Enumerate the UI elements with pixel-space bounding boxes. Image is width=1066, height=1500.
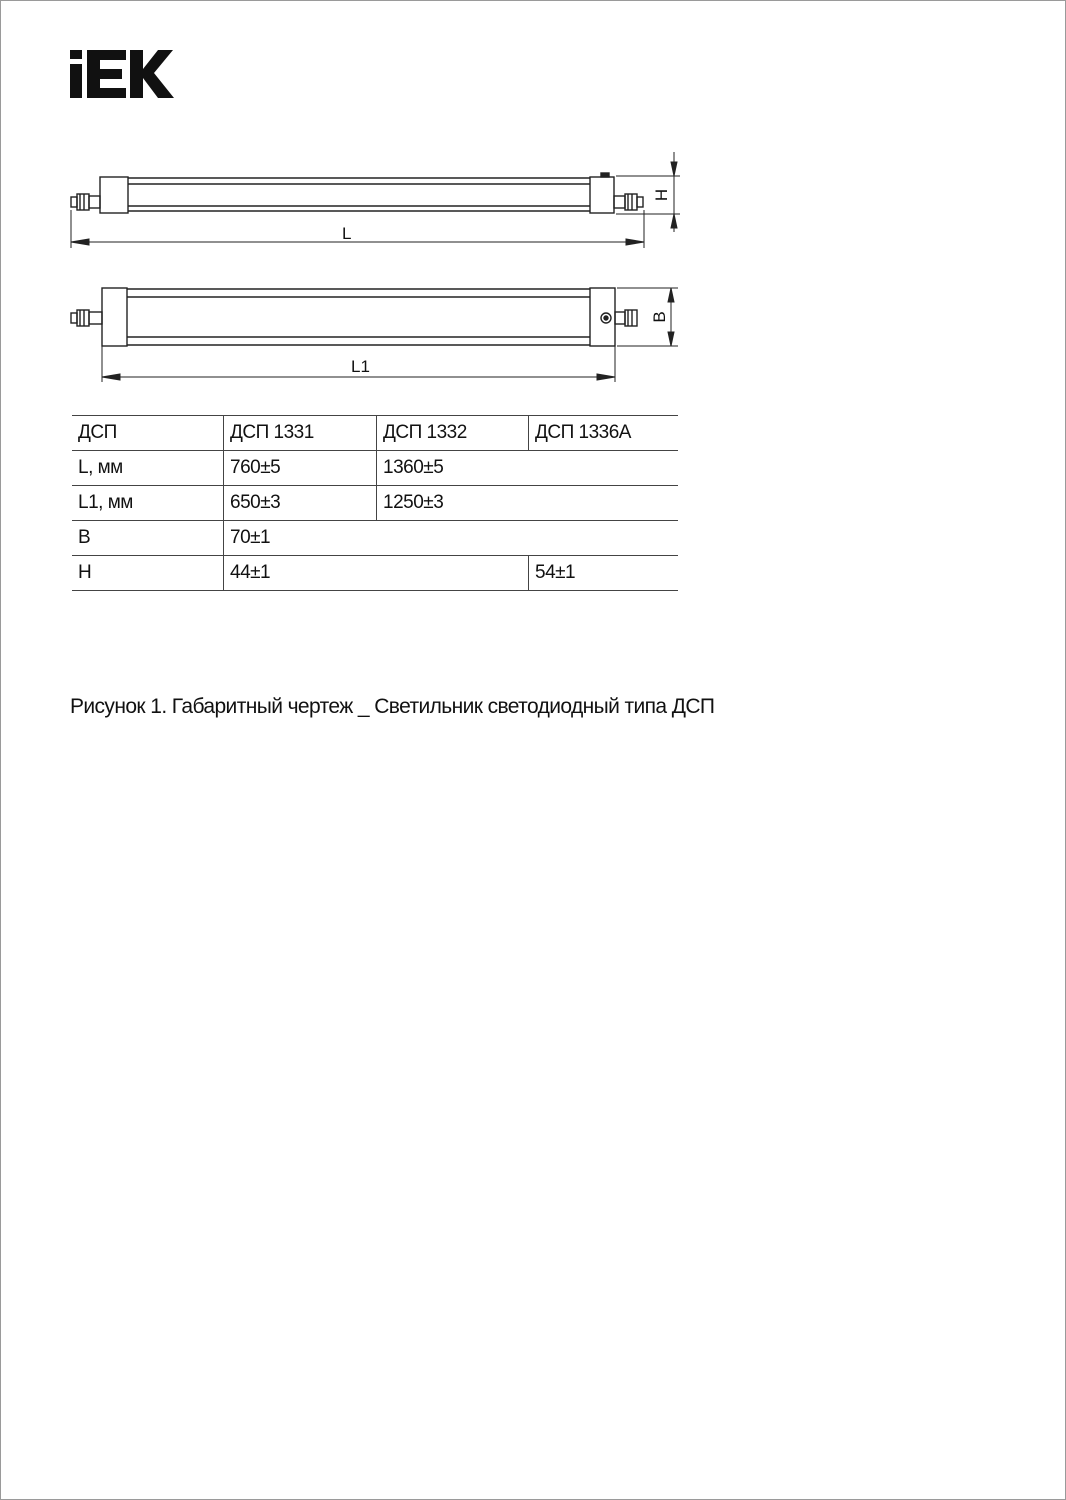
row-label: B (72, 521, 224, 556)
row-label: L, мм (72, 451, 224, 486)
luminaire-side-view (71, 173, 643, 213)
table-cell: 1360±5 (377, 451, 679, 486)
table-cell: 650±3 (224, 486, 377, 521)
table-header-cell: ДСП (72, 416, 224, 451)
luminaire-top-view (71, 288, 637, 346)
figure-caption: Рисунок 1. Габаритный чертеж _ Светильник светодиодный типа ДСП (70, 695, 715, 718)
table-row (72, 556, 678, 591)
table-cell: 760±5 (224, 451, 377, 486)
row-label: L1, мм (72, 486, 224, 521)
dimensions-table (72, 415, 678, 591)
dim-label-L: L (342, 224, 352, 243)
table-cell: 54±1 (529, 556, 679, 591)
dim-label-L1: L1 (351, 357, 370, 376)
dimension-L (71, 210, 644, 248)
dimension-drawing (60, 140, 700, 400)
table-row (72, 486, 678, 521)
table-row (72, 451, 678, 486)
table-header-row (72, 416, 678, 451)
table-header-cell: ДСП 1336А (529, 416, 679, 451)
dim-label-B: B (650, 311, 669, 323)
row-label: H (72, 556, 224, 591)
table-header-cell: ДСП 1332 (377, 416, 529, 451)
dim-label-H: H (652, 188, 671, 202)
table-row (72, 521, 678, 556)
table-cell: 44±1 (224, 556, 529, 591)
table-cell: 70±1 (224, 521, 679, 556)
table-header-cell: ДСП 1331 (224, 416, 377, 451)
table-cell: 1250±3 (377, 486, 679, 521)
iek-logo (70, 50, 174, 98)
